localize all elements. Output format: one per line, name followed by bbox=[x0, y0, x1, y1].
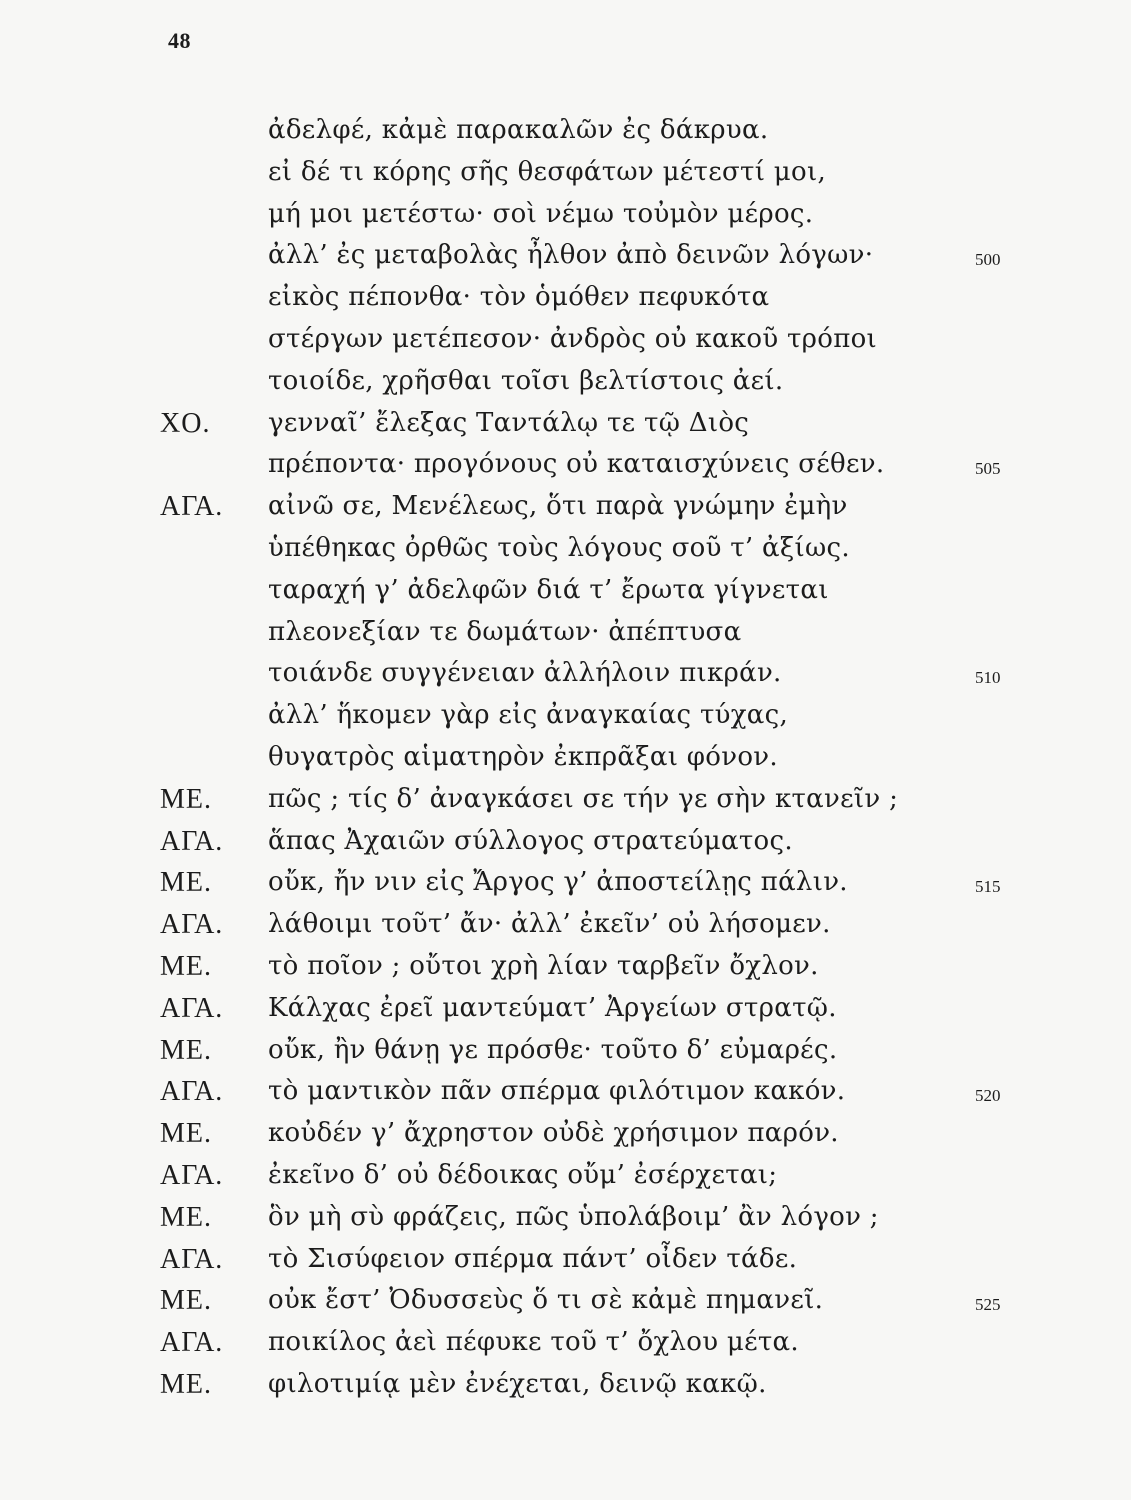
page-number: 48 bbox=[168, 28, 191, 53]
verse-text: θυγατρὸς αἱματηρὸν ἐκπρᾶξαι φόνον. bbox=[268, 741, 778, 772]
verse-text: ἀλλ’ ἐς μεταβολὰς ἦλθον ἀπὸ δεινῶν λόγων· bbox=[268, 240, 874, 271]
line-number: 520 bbox=[975, 1086, 1001, 1106]
verse-text: πλεονεξίαν τε δωμάτων· ἀπέπτυσα bbox=[268, 616, 742, 647]
speaker-label: ΑΓΑ. bbox=[160, 491, 224, 523]
verse-text: γενναῖ’ ἔλεξας Ταντάλῳ τε τῷ Διὸς bbox=[268, 407, 750, 438]
verse-text: ὑπέθηκας ὀρθῶς τοὺς λόγους σοῦ τ’ ἀξίως. bbox=[268, 532, 850, 563]
verse-line bbox=[0, 235, 1131, 277]
verse-line bbox=[0, 1239, 1131, 1281]
speaker-label: ΜΕ. bbox=[160, 1285, 212, 1317]
verse-line bbox=[0, 1322, 1131, 1364]
verse-line bbox=[0, 486, 1131, 528]
speaker-label: ΑΓΑ. bbox=[160, 825, 224, 857]
verse-line bbox=[0, 528, 1131, 570]
verse-line bbox=[0, 444, 1131, 486]
line-number: 500 bbox=[975, 250, 1001, 270]
line-number: 525 bbox=[975, 1295, 1001, 1315]
line-number: 505 bbox=[975, 459, 1001, 479]
speaker-label: ΑΓΑ. bbox=[160, 1076, 224, 1108]
verse-text: στέργων μετέπεσον· ἀνδρὸς οὐ κακοῦ τρόποι bbox=[268, 323, 878, 354]
verse-line bbox=[0, 695, 1131, 737]
verse-text: ἅπας Ἀχαιῶν σύλλογος στρατεύματος. bbox=[268, 825, 793, 856]
verse-text: οὔκ, ἢν θάνῃ γε πρόσθε· τοῦτο δ’ εὐμαρές. bbox=[268, 1034, 838, 1065]
verse-line bbox=[0, 1071, 1131, 1113]
speaker-label: ΑΓΑ. bbox=[160, 1159, 224, 1191]
verse-text: ὃν μὴ σὺ φράζεις, πῶς ὑπολάβοιμ’ ἂν λόγον ; bbox=[268, 1201, 879, 1232]
verse-text: ποικίλος ἀεὶ πέφυκε τοῦ τ’ ὄχλου μέτα. bbox=[268, 1327, 799, 1358]
verse-line bbox=[0, 194, 1131, 236]
verse-line bbox=[0, 1030, 1131, 1072]
verse-line bbox=[0, 277, 1131, 319]
speaker-label: ΜΕ. bbox=[160, 783, 212, 815]
verse-text: Κάλχας ἐρεῖ μαντεύματ’ Ἀργείων στρατῷ. bbox=[268, 992, 837, 1023]
verse-text: οὐκ ἔστ’ Ὀδυσσεὺς ὅ τι σὲ κἀμὲ πημανεῖ. bbox=[268, 1285, 824, 1316]
verse-line bbox=[0, 653, 1131, 695]
speaker-label: ΧΟ. bbox=[160, 407, 211, 439]
verse-text: φιλοτιμίᾳ μὲν ἐνέχεται, δεινῷ κακῷ. bbox=[268, 1368, 767, 1399]
verse-line bbox=[0, 152, 1131, 194]
verse-line bbox=[0, 1364, 1131, 1406]
verse-text: εἰκὸς πέπονθα· τὸν ὁμόθεν πεφυκότα bbox=[268, 282, 770, 313]
speaker-label: ΜΕ. bbox=[160, 867, 212, 899]
verse-block bbox=[0, 110, 1131, 1406]
verse-text: λάθοιμι τοῦτ’ ἄν· ἀλλ’ ἐκεῖν’ οὐ λήσομεν. bbox=[268, 909, 831, 940]
verse-text: πρέποντα· προγόνους οὐ καταισχύνεις σέθεν. bbox=[268, 449, 885, 480]
verse-line bbox=[0, 403, 1131, 445]
verse-line bbox=[0, 1197, 1131, 1239]
verse-line bbox=[0, 946, 1131, 988]
verse-line bbox=[0, 110, 1131, 152]
verse-text: οὔκ, ἤν νιν εἰς Ἄργος γ’ ἀποστείλῃς πάλιν. bbox=[268, 867, 848, 898]
verse-text: αἰνῶ σε, Μενέλεως, ὅτι παρὰ γνώμην ἐμὴν bbox=[268, 491, 848, 522]
verse-line bbox=[0, 862, 1131, 904]
speaker-label: ΑΓΑ. bbox=[160, 909, 224, 941]
verse-line bbox=[0, 1113, 1131, 1155]
verse-line bbox=[0, 612, 1131, 654]
verse-text: εἰ δέ τι κόρης σῆς θεσφάτων μέτεστί μοι, bbox=[268, 156, 827, 187]
verse-text: τὸ μαντικὸν πᾶν σπέρμα φιλότιμον κακόν. bbox=[268, 1076, 846, 1107]
verse-line bbox=[0, 988, 1131, 1030]
verse-line bbox=[0, 319, 1131, 361]
verse-line bbox=[0, 1280, 1131, 1322]
verse-text: μή μοι μετέστω· σοὶ νέμω τοὐμὸν μέρος. bbox=[268, 198, 814, 229]
verse-text: τὸ ποῖον ; οὔτοι χρὴ λίαν ταρβεῖν ὄχλον. bbox=[268, 950, 819, 981]
speaker-label: ΑΓΑ. bbox=[160, 992, 224, 1024]
line-number: 515 bbox=[975, 877, 1001, 897]
verse-text: ἐκεῖνο δ’ οὐ δέδοικας οὔμ’ ἐσέρχεται; bbox=[268, 1159, 778, 1190]
verse-text: ἀδελφέ, κἀμὲ παρακαλῶν ἐς δάκρυα. bbox=[268, 115, 769, 145]
verse-line bbox=[0, 904, 1131, 946]
speaker-label: ΜΕ. bbox=[160, 1201, 212, 1233]
speaker-label: ΜΕ. bbox=[160, 1368, 212, 1400]
verse-line bbox=[0, 821, 1131, 863]
verse-text: πῶς ; τίς δ’ ἀναγκάσει σε τήν γε σὴν κτανεῖν ; bbox=[268, 783, 899, 814]
speaker-label: ΜΕ. bbox=[160, 1034, 212, 1066]
speaker-label: ΑΓΑ. bbox=[160, 1327, 224, 1359]
verse-text: ἀλλ’ ἥκομεν γὰρ εἰς ἀναγκαίας τύχας, bbox=[268, 700, 789, 731]
speaker-label: ΜΕ. bbox=[160, 1118, 212, 1150]
verse-line bbox=[0, 1155, 1131, 1197]
verse-text: τοιάνδε συγγένειαν ἀλλήλοιν πικράν. bbox=[268, 658, 782, 689]
speaker-label: ΑΓΑ. bbox=[160, 1243, 224, 1275]
speaker-label: ΜΕ. bbox=[160, 950, 212, 982]
verse-text: τοιοίδε, χρῆσθαι τοῖσι βελτίστοις ἀεί. bbox=[268, 365, 784, 396]
verse-line bbox=[0, 361, 1131, 403]
line-number: 510 bbox=[975, 668, 1001, 688]
verse-text: κοὐδέν γ’ ἄχρηστον οὐδὲ χρήσιμον παρόν. bbox=[268, 1118, 839, 1149]
verse-text: ταραχή γ’ ἀδελφῶν διά τ’ ἔρωτα γίγνεται bbox=[268, 574, 829, 605]
verse-text: τὸ Σισύφειον σπέρμα πάντ’ οἶδεν τάδε. bbox=[268, 1243, 798, 1274]
verse-line bbox=[0, 779, 1131, 821]
verse-line bbox=[0, 570, 1131, 612]
verse-line bbox=[0, 737, 1131, 779]
